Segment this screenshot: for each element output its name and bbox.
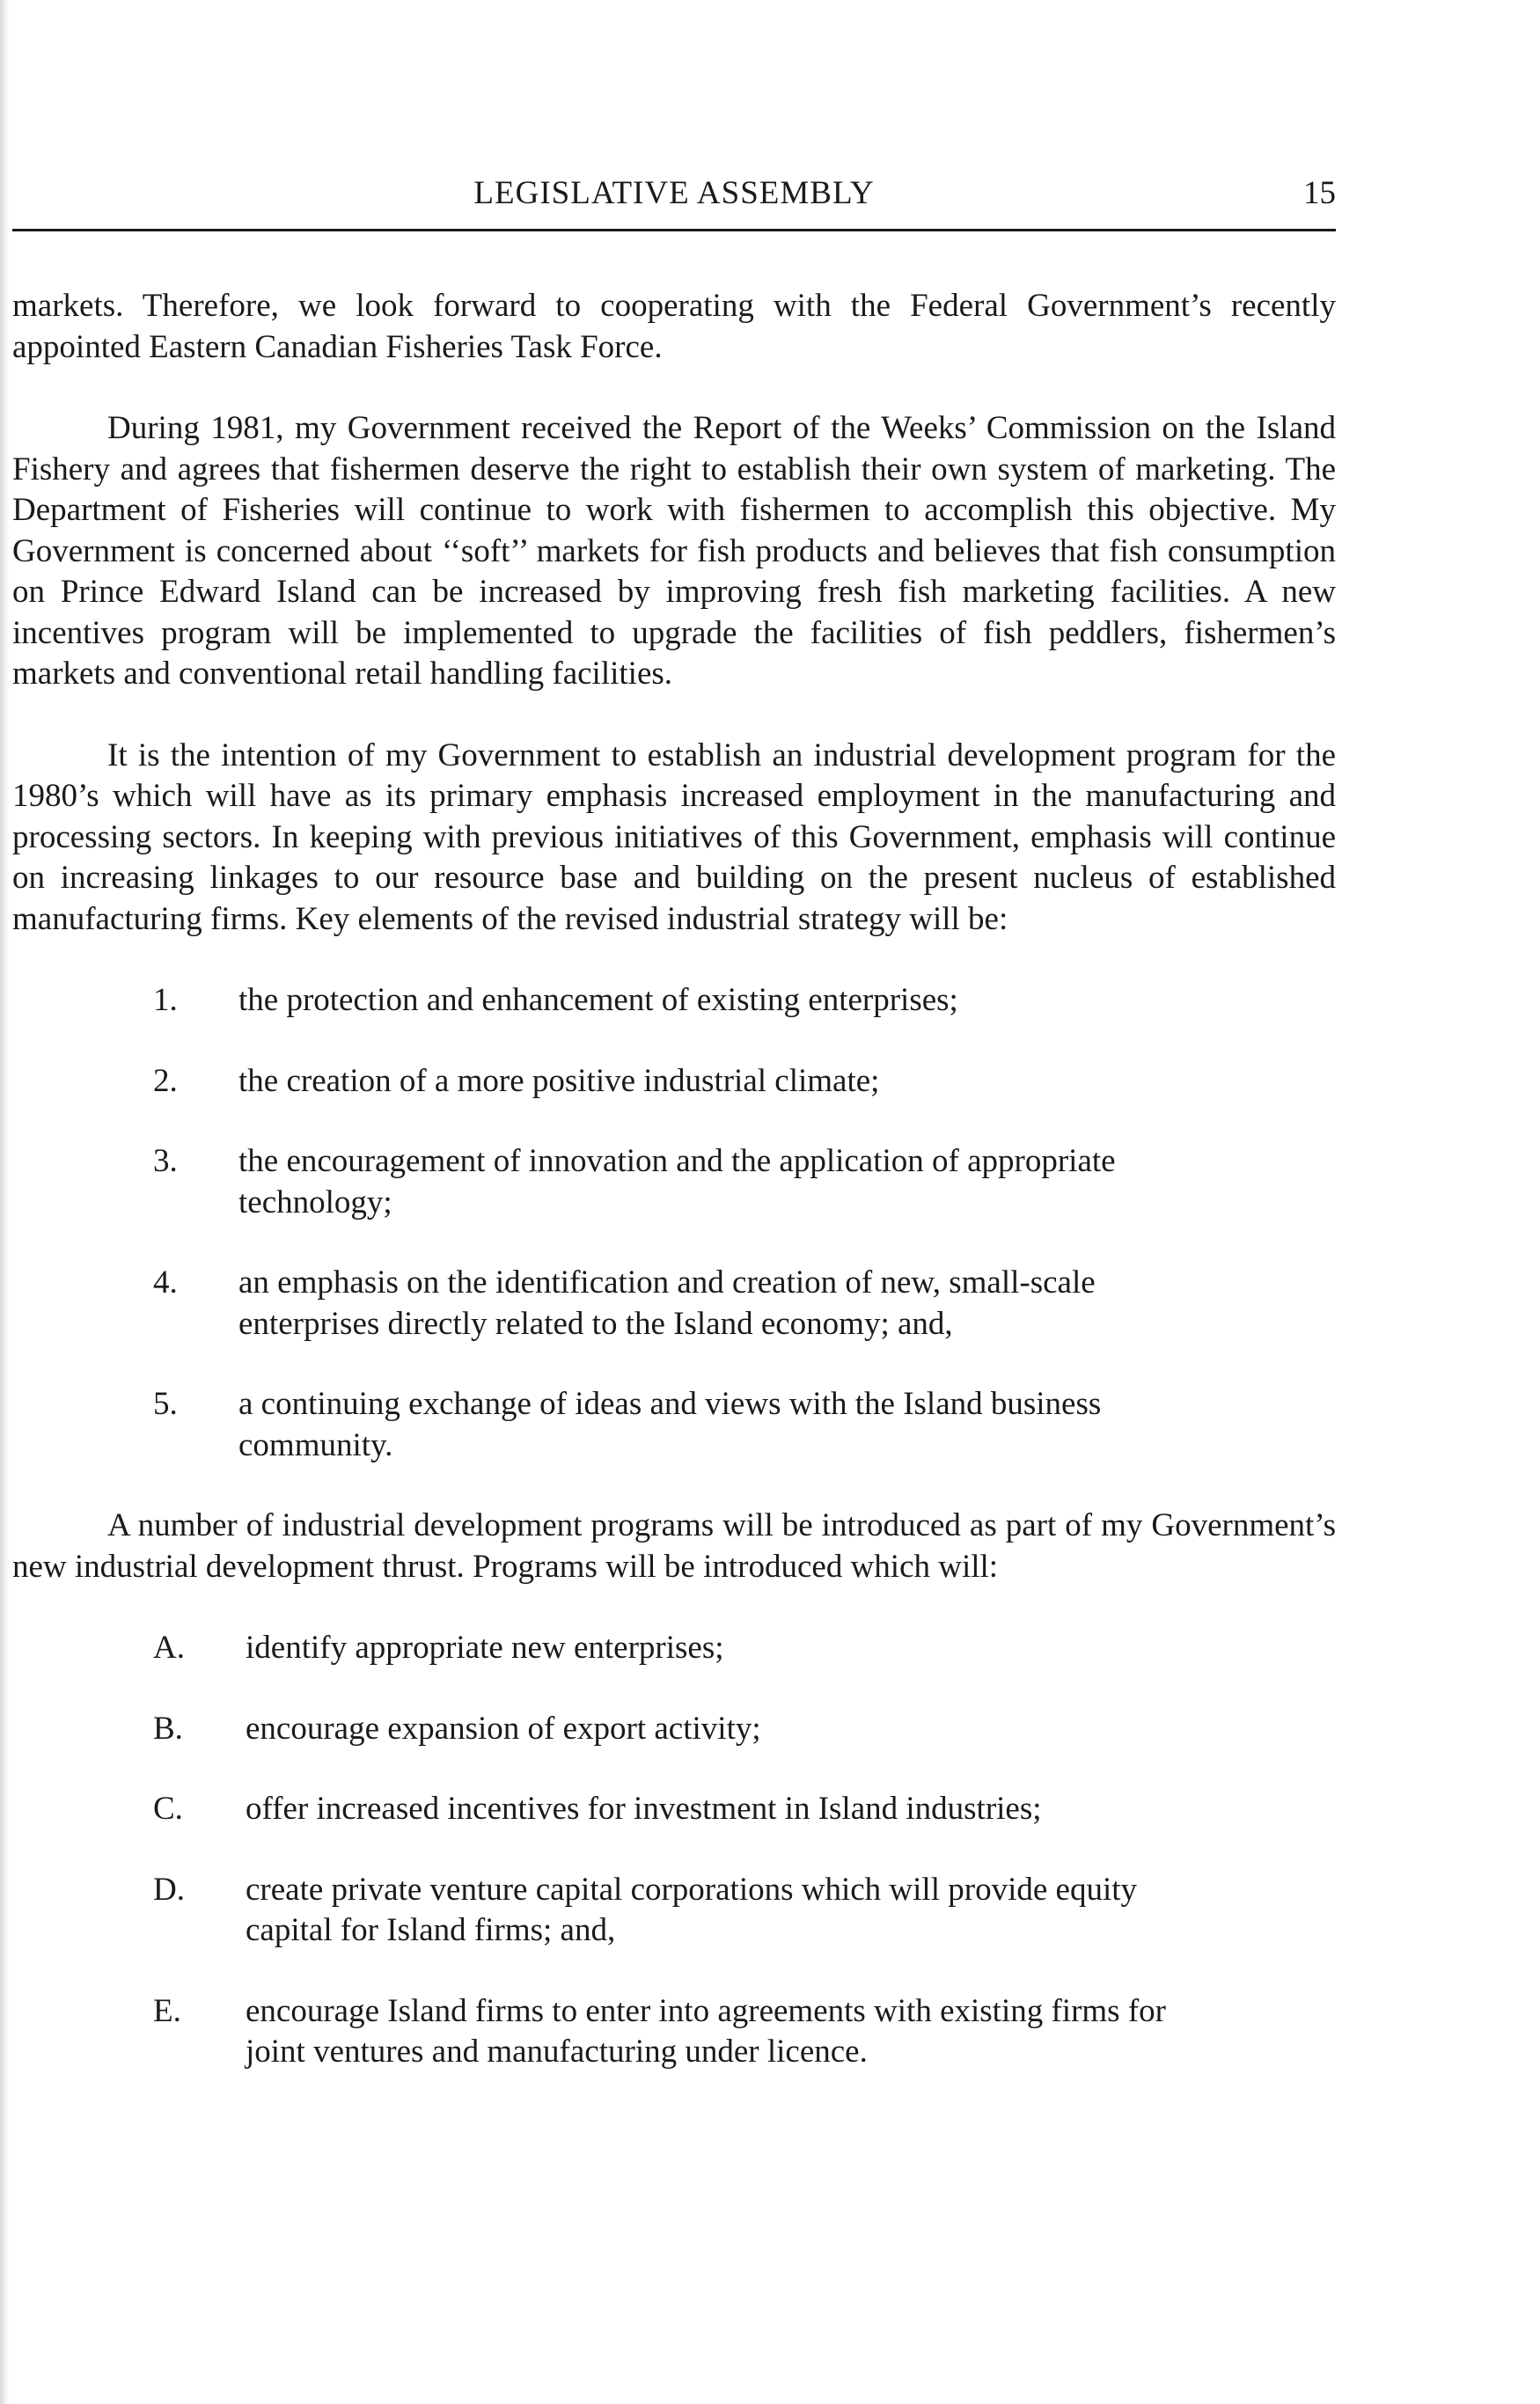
- list-item-text: encourage Island firms to enter into agreements with existing firms for joint ventures and manufacturing under licence.: [246, 1992, 1166, 2070]
- list-item-text: the protection and enhancement of existing enterprises;: [238, 982, 958, 1018]
- list-item: [12, 1263, 1336, 1345]
- list-item: [12, 1061, 1336, 1103]
- list-item-text: create private venture capital corporations which will provide equity capital for Island firms; and,: [246, 1871, 1138, 1948]
- list-marker: C.: [153, 1791, 183, 1827]
- list-item-text: the creation of a more positive industrial climate;: [238, 1062, 880, 1099]
- list-item: [12, 1628, 1336, 1669]
- list-item: [12, 1384, 1336, 1466]
- paragraph-industrial-strategy: It is the intention of my Government to establish an industrial development program for the 1980’s which will have as its primary emphasis increased employment in the manufacturing and processing sectors. In keeping with previous initiatives of this Government, emphasis will continue on increasing linkages to our resource base and building on the present nucleus of established manufacturing firms. Key elements of the revised industrial strategy will be:: [12, 737, 1336, 937]
- numbered-list: [12, 980, 1336, 1466]
- list-item-text: encourage expansion of export activity;: [246, 1710, 761, 1747]
- list-marker: 1.: [153, 982, 178, 1018]
- list-marker: D.: [153, 1871, 185, 1908]
- list-item: [12, 1789, 1336, 1830]
- page-header: [12, 172, 1336, 231]
- list-item: [12, 1991, 1336, 2073]
- list-marker: 4.: [153, 1264, 178, 1301]
- document-body: [12, 286, 1336, 2113]
- list-item: [12, 1870, 1336, 1952]
- paragraph-fishery: During 1981, my Government received the Report of the Weeks’ Commission on the Island Fishery and agrees that fishermen deserve the right to establish their own system of marketing. The Department of Fisheries will continue to work with fishermen to accomplish this objective. My Government is concerned about ‘‘soft’’ markets for fish products and believes that fish consumption on Prince Edward Island can be increased by improving fresh fish marketing facilities. A new incentives program will be implemented to upgrade the facilities of fish peddlers, fishermen’s markets and conventional retail handling facilities.: [12, 410, 1336, 692]
- page-number: 15: [1303, 175, 1336, 211]
- list-item-text: an emphasis on the identification and creation of new, small-scale enterprises directly related to the Island economy; and,: [238, 1264, 1096, 1342]
- list-marker: B.: [153, 1710, 183, 1747]
- list-item: [12, 1141, 1336, 1223]
- list-item-text: offer increased incentives for investment in Island industries;: [246, 1791, 1042, 1827]
- list-marker: E.: [153, 1992, 181, 2029]
- list-item: [12, 980, 1336, 1022]
- paragraph-programs: A number of industrial development programs will be introduced as part of my Government’s new industrial development thrust. Programs will be introduced which will:: [12, 1507, 1336, 1585]
- page-edge-shadow: [0, 0, 9, 2404]
- paragraph-markets: markets. Therefore, we look forward to cooperating with the Federal Government’s recently appointed Eastern Canadian Fisheries Task Force.: [12, 288, 1336, 365]
- lettered-list: [12, 1628, 1336, 2073]
- running-title: LEGISLATIVE ASSEMBLY: [473, 175, 875, 211]
- list-marker: A.: [153, 1630, 185, 1666]
- list-item-text: the encouragement of innovation and the application of appropriate technology;: [238, 1143, 1116, 1220]
- list-item-text: identify appropriate new enterprises;: [246, 1630, 724, 1666]
- list-marker: 2.: [153, 1062, 178, 1099]
- list-item: [12, 1709, 1336, 1750]
- list-marker: 3.: [153, 1143, 178, 1179]
- list-marker: 5.: [153, 1386, 178, 1422]
- list-item-text: a continuing exchange of ideas and views with the Island business community.: [238, 1386, 1102, 1463]
